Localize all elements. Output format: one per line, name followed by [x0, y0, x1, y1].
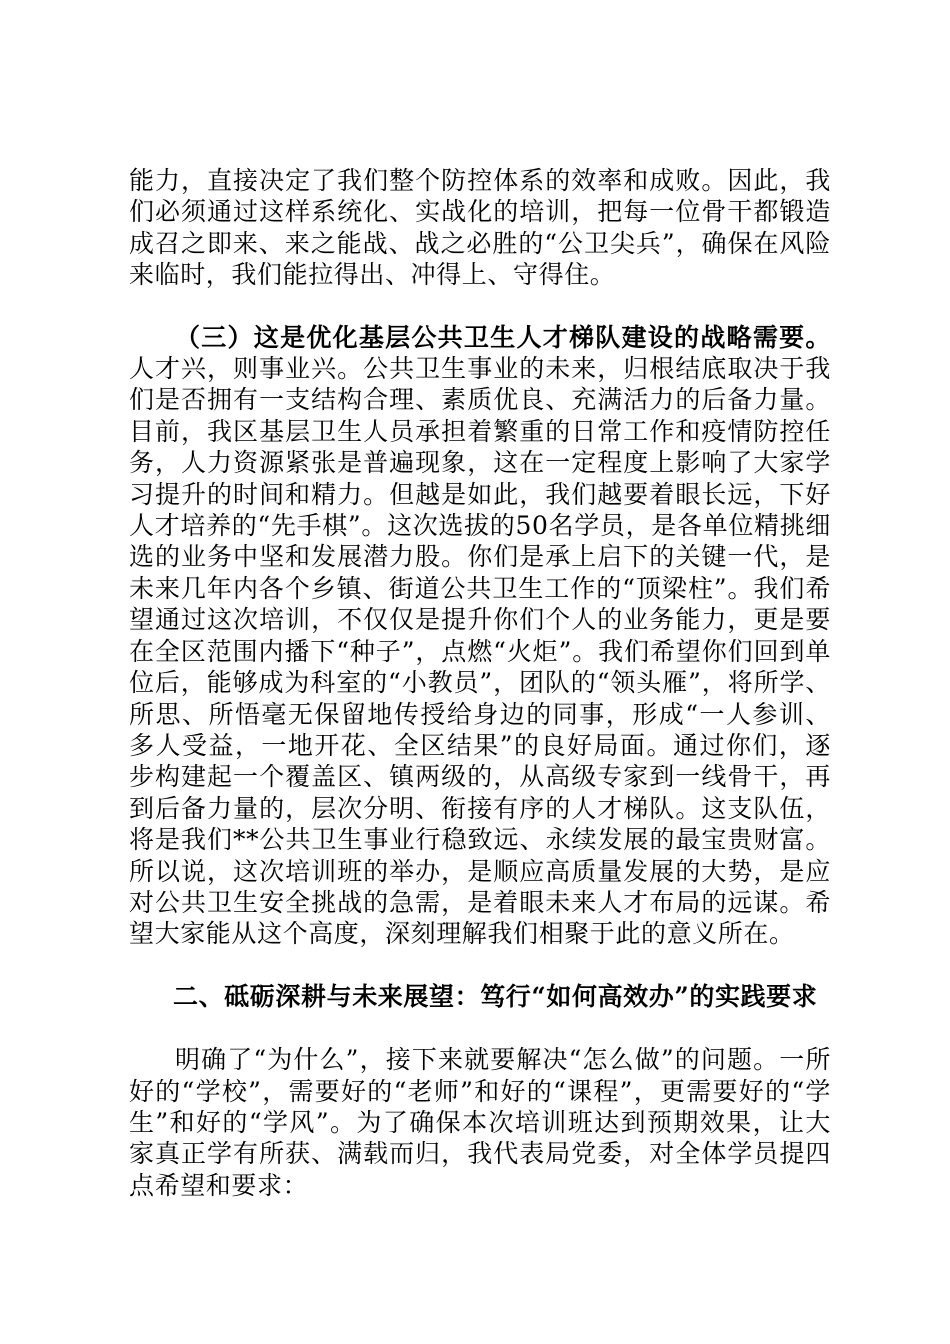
section-three-lead-sentence: （三）这是优化基层公共卫生人才梯队建设的战略需要。	[175, 322, 831, 352]
paragraph-requirements-intro: 明确了“为什么”，接下来就要解决“怎么做”的问题。一所好的“学校”，需要好的“老师”和好的“课程”，更需要好的“学生”和好的“学风”。为了确保本次培训班达到预期效果，让大家真正学有所获、满载而归，我代表局党委，对全体学员提四点希望和要求：	[129, 1045, 831, 1200]
paragraph-continuation: 能力，直接决定了我们整个防控体系的效率和成败。因此，我们必须通过这样系统化、实战化的培训，把每一位骨干都锻造成召之即来、来之能战、战之必胜的“公卫尖兵”，确保在风险来临时，我们能拉得出、冲得上、守得住。	[129, 166, 831, 290]
document-page	[129, 165, 831, 1201]
paragraph-section-three	[129, 322, 831, 950]
section-heading-two: 二、砥砺深耕与未来展望：笃行“如何高效办”的实践要求	[173, 981, 818, 1011]
section-three-body: 人才兴，则事业兴。公共卫生事业的未来，归根结底取决于我们是否拥有一支结构合理、素质优良、充满活力的后备力量。目前，我区基层卫生人员承担着繁重的日常工作和疫情防控任务，人力资源紧张是普遍现象，这在一定程度上影响了大家学习提升的时间和精力。但越是如此，我们越要着眼长远，下好人才培养的“先手棋”。这次选拔的50名学员，是各单位精挑细选的业务中坚和发展潜力股。你们是承上启下的关键一代，是未来几年内各个乡镇、街道公共卫生工作的“顶梁柱”。我们希望通过这次培训，不仅仅是提升你们个人的业务能力，更是要在全区范围内播下“种子”，点燃“火炬”。我们希望你们回到单位后，能够成为科室的“小教员”，团队的“领头雁”，将所学、所思、所悟毫无保留地传授给身边的同事，形成“一人参训、多人受益，一地开花、全区结果”的良好局面。通过你们，逐步构建起一个覆盖区、镇两级的，从高级专家到一线骨干，再到后备力量的，层次分明、衔接有序的人才梯队。这支队伍，将是我们**公共卫生事业行稳致远、永续发展的最宝贵财富。所以说，这次培训班的举办，是顺应高质量发展的大势，是应对公共卫生安全挑战的急需，是着眼未来人才布局的远谋。希望大家能从这个高度，深刻理解我们相聚于此的意义所在。	[129, 354, 831, 949]
